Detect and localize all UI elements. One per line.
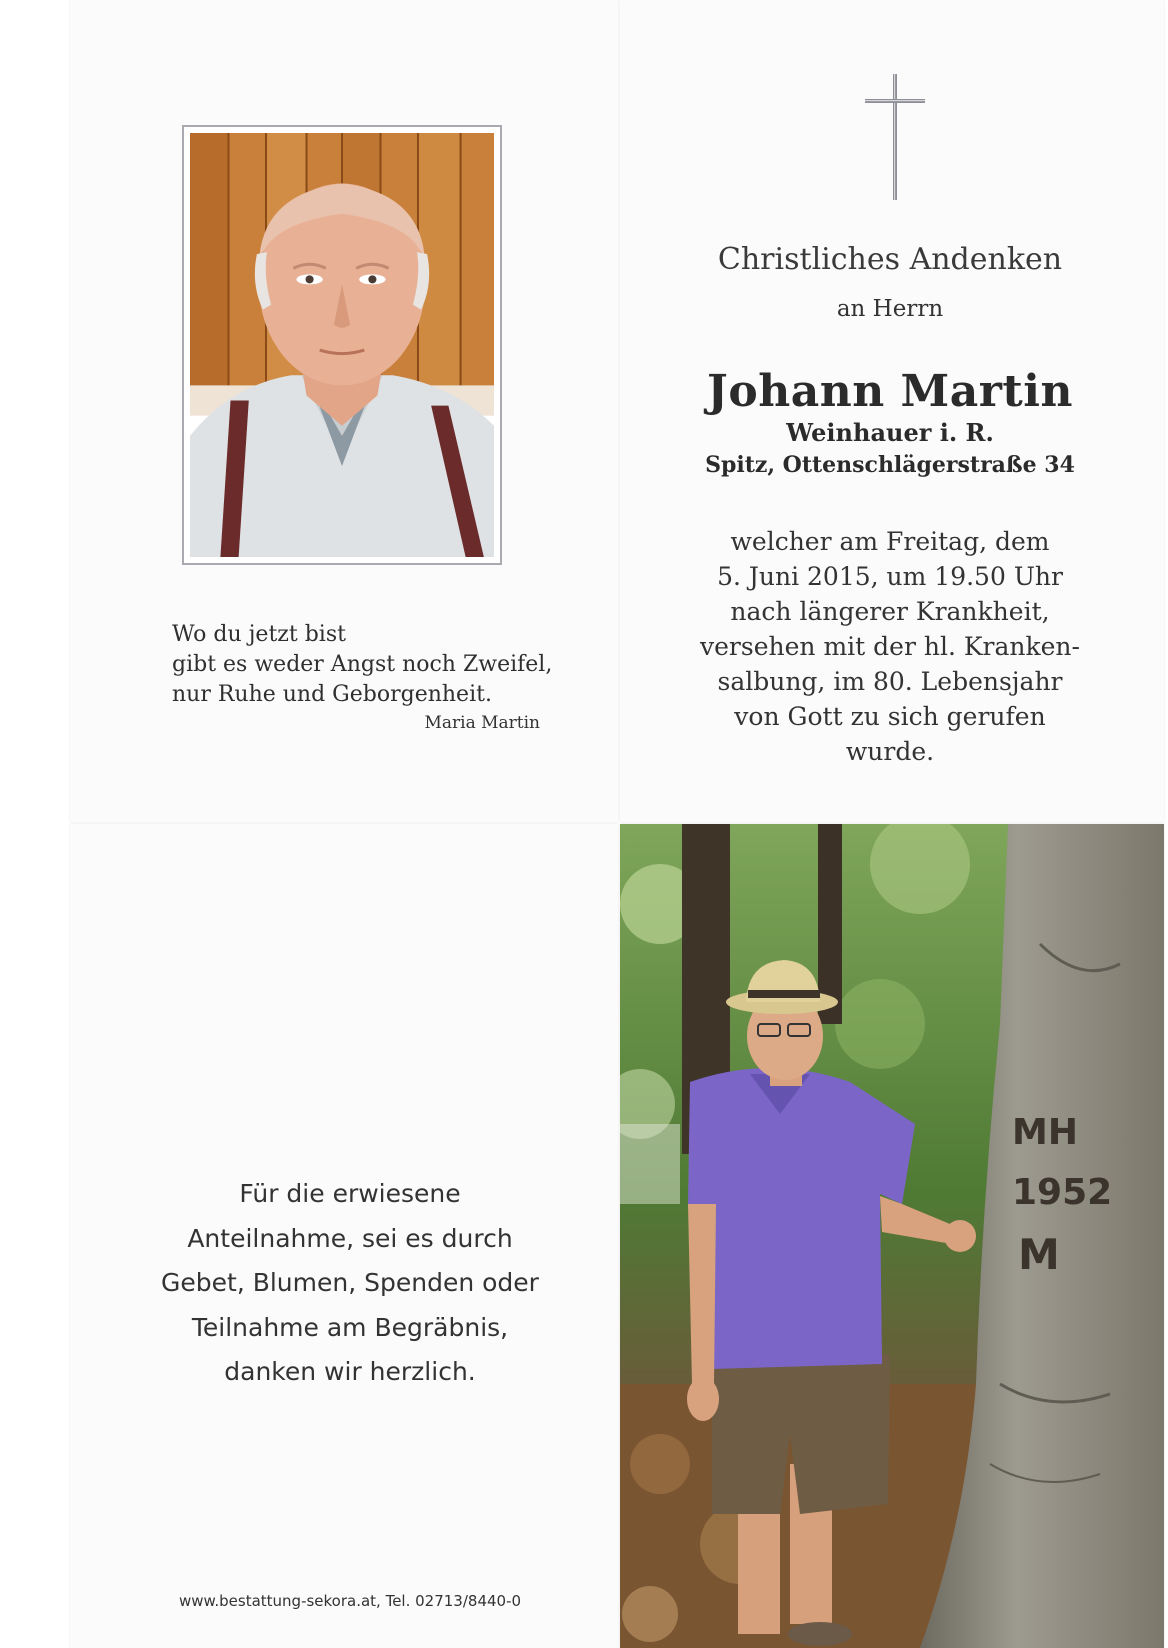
thanks-line: Anteilnahme, sei es durch [187,1223,513,1253]
tree-carving-line: MH [1012,1112,1078,1153]
obituary-text [660,524,1120,769]
card-salutation: an Herrn [836,296,944,322]
poem [172,620,592,710]
obituary-line: von Gott zu sich gerufen [734,702,1046,731]
tree-carving-line: 1952 [1012,1172,1113,1213]
deceased-name: Johann Martin [707,366,1073,417]
thanks-line: danken wir herzlich. [224,1357,476,1386]
poem-author: Maria Martin [424,713,540,733]
portrait-photo [182,125,502,565]
thanks-message [110,1172,590,1395]
footer-contact: www.bestattung-sekora.at, Tel. 02713/8440-0 [178,1592,522,1610]
thanks-line: Für die erwiesene [239,1179,461,1208]
obituary-line: welcher am Freitag, dem [730,527,1050,556]
forest-photo [620,824,1164,1648]
thanks-line: Teilnahme am Begräbnis, [191,1312,509,1342]
thanks-line: Gebet, Blumen, Spenden oder [161,1268,539,1297]
poem-line: gibt es weder Angst noch Zweifel, [172,652,553,677]
deceased-occupation: Weinhauer i. R. [786,418,994,447]
obituary-line: 5. Juni 2015, um 19.50 Uhr [717,562,1063,591]
deceased-address: Spitz, Ottenschlägerstraße 34 [705,452,1075,478]
poem-line: Wo du jetzt bist [172,622,346,647]
obituary-line: salbung, im 80. Lebensjahr [717,667,1063,696]
card-heading: Christliches Andenken [717,242,1063,277]
poem-line: nur Ruhe und Geborgenheit. [172,682,492,707]
tree-carving-line: M [1018,1230,1060,1279]
obituary-line: nach längerer Krankheit, [730,597,1050,626]
obituary-line: versehen mit der hl. Kranken- [700,632,1080,661]
cross-icon [860,72,930,202]
obituary-line: wurde. [845,737,935,766]
